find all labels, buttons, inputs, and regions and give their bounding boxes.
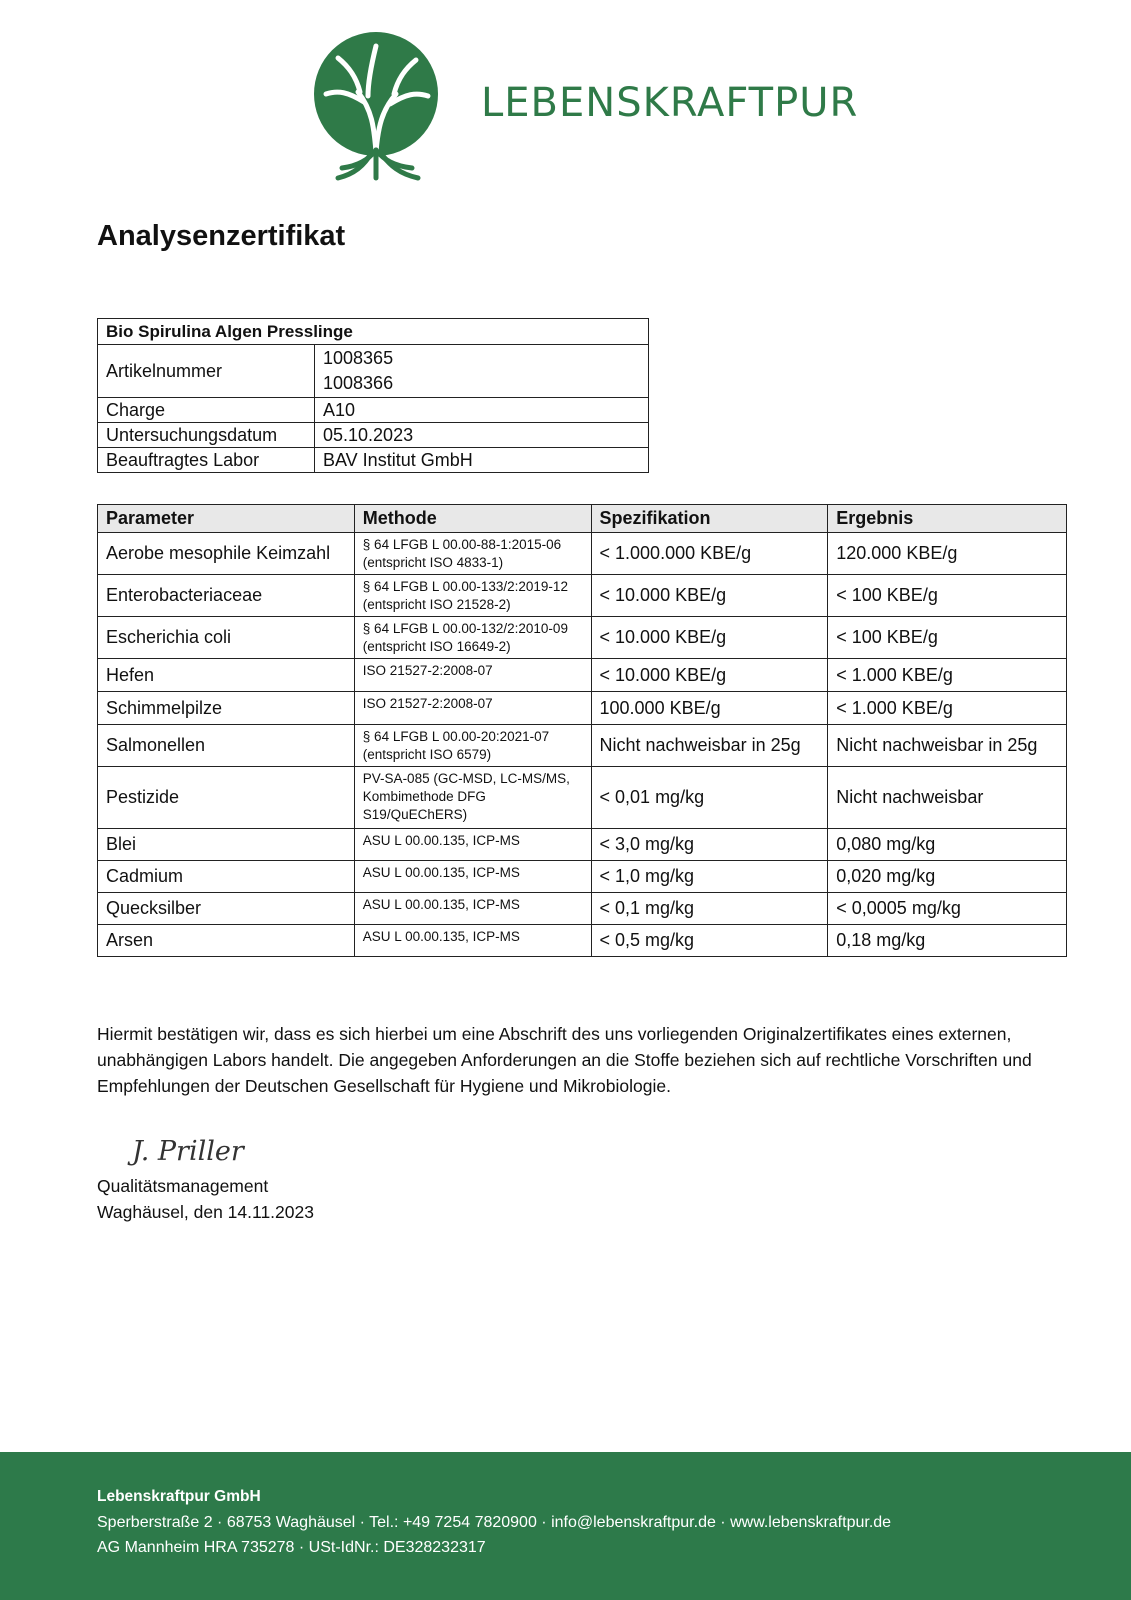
result-cell: < 0,0005 mg/kg <box>828 893 1067 925</box>
footer-address: Sperberstraße 2 · 68753 Waghäusel · Tel.: +49 7254 7820900 · info@lebenskraftpur.de · www.lebenskraftpur.de <box>97 1514 892 1531</box>
param-cell: Schimmelpilze <box>98 692 355 725</box>
place-and-date: Waghäusel, den 14.11.2023 <box>97 1202 314 1222</box>
spec-cell: < 3,0 mg/kg <box>591 829 828 861</box>
table-row <box>98 893 1067 925</box>
header-specification: Spezifikation <box>591 505 828 533</box>
spec-cell: < 0,01 mg/kg <box>591 767 828 829</box>
analysis-table <box>97 504 1067 957</box>
param-cell: Aerobe mesophile Keimzahl <box>98 533 355 575</box>
spec-cell: Nicht nachweisbar in 25g <box>591 725 828 767</box>
table-row <box>98 725 1067 767</box>
method-cell: § 64 LFGB L 00.00-133/2:2019-12 (entspricht ISO 21528-2) <box>354 575 591 617</box>
spec-cell: < 1.000.000 KBE/g <box>591 533 828 575</box>
spec-cell: < 1,0 mg/kg <box>591 861 828 893</box>
method-cell: ISO 21527-2:2008-07 <box>354 692 591 725</box>
param-cell: Salmonellen <box>98 725 355 767</box>
spec-cell: < 10.000 KBE/g <box>591 617 828 659</box>
result-cell: 0,080 mg/kg <box>828 829 1067 861</box>
param-cell: Blei <box>98 829 355 861</box>
param-cell: Quecksilber <box>98 893 355 925</box>
product-name: Bio Spirulina Algen Presslinge <box>98 319 649 345</box>
param-cell: Enterobacteriaceae <box>98 575 355 617</box>
table-row <box>98 659 1067 692</box>
tree-icon <box>298 32 458 182</box>
analysis-header-row <box>98 505 1067 533</box>
spec-cell: < 0,1 mg/kg <box>591 893 828 925</box>
analysis-rows <box>98 533 1067 957</box>
param-cell: Hefen <box>98 659 355 692</box>
header-parameter: Parameter <box>98 505 355 533</box>
article-number-label: Artikelnummer <box>98 345 315 398</box>
param-cell: Arsen <box>98 925 355 957</box>
spec-cell: < 0,5 mg/kg <box>591 925 828 957</box>
footer-company: Lebenskraftpur GmbH <box>97 1488 261 1505</box>
table-row <box>98 575 1067 617</box>
signature: J. Priller <box>132 1136 244 1167</box>
result-cell: Nicht nachweisbar <box>828 767 1067 829</box>
result-cell: 0,18 mg/kg <box>828 925 1067 957</box>
method-cell: § 64 LFGB L 00.00-132/2:2010-09 (entspricht ISO 16649-2) <box>354 617 591 659</box>
result-cell: 0,020 mg/kg <box>828 861 1067 893</box>
test-date-value: 05.10.2023 <box>315 423 649 448</box>
spec-cell: < 10.000 KBE/g <box>591 659 828 692</box>
lab-label: Beauftragtes Labor <box>98 448 315 473</box>
result-cell: < 100 KBE/g <box>828 617 1067 659</box>
article-number-values <box>315 345 649 398</box>
param-cell: Pestizide <box>98 767 355 829</box>
lab-value: BAV Institut GmbH <box>315 448 649 473</box>
table-row <box>98 767 1067 829</box>
brand-name: LEBENSKRAFTPUR <box>481 80 859 126</box>
article-number-1: 1008365 <box>323 348 394 368</box>
footer-register: AG Mannheim HRA 735278 · USt-IdNr.: DE328232317 <box>97 1539 486 1556</box>
method-cell: ASU L 00.00.135, ICP-MS <box>354 893 591 925</box>
result-cell: Nicht nachweisbar in 25g <box>828 725 1067 767</box>
table-row <box>98 617 1067 659</box>
method-cell: ASU L 00.00.135, ICP-MS <box>354 861 591 893</box>
result-cell: 120.000 KBE/g <box>828 533 1067 575</box>
batch-value: A10 <box>315 398 649 423</box>
batch-label: Charge <box>98 398 315 423</box>
table-row <box>98 829 1067 861</box>
company-logo <box>298 32 868 182</box>
result-cell: < 100 KBE/g <box>828 575 1067 617</box>
method-cell: ISO 21527-2:2008-07 <box>354 659 591 692</box>
confirmation-statement: Hiermit bestätigen wir, dass es sich hierbei um eine Abschrift des uns vorliegenden Originalzertifikates eines externen, unabhängigen Labors handelt. Die angegeben Anforderungen an die Stoffe beziehen sich auf rechtliche Vorschriften und Empfehlungen der Deutschen Gesellschaft für Hygiene und Mikrobiologie. <box>97 1024 1032 1096</box>
spec-cell: 100.000 KBE/g <box>591 692 828 725</box>
result-cell: < 1.000 KBE/g <box>828 692 1067 725</box>
signer-role: Qualitätsmanagement <box>97 1176 269 1196</box>
method-cell: § 64 LFGB L 00.00-20:2021-07 (entspricht ISO 6579) <box>354 725 591 767</box>
footer <box>0 1452 1131 1600</box>
method-cell: § 64 LFGB L 00.00-88-1:2015-06 (entspricht ISO 4833-1) <box>354 533 591 575</box>
param-cell: Cadmium <box>98 861 355 893</box>
method-cell: ASU L 00.00.135, ICP-MS <box>354 829 591 861</box>
param-cell: Escherichia coli <box>98 617 355 659</box>
product-info-table <box>97 318 649 473</box>
spec-cell: < 10.000 KBE/g <box>591 575 828 617</box>
table-row <box>98 861 1067 893</box>
table-row <box>98 692 1067 725</box>
article-number-2: 1008366 <box>323 373 394 393</box>
table-row <box>98 925 1067 957</box>
header-method: Methode <box>354 505 591 533</box>
header-result: Ergebnis <box>828 505 1067 533</box>
table-row <box>98 533 1067 575</box>
method-cell: ASU L 00.00.135, ICP-MS <box>354 925 591 957</box>
page-title: Analysenzertifikat <box>97 220 346 252</box>
result-cell: < 1.000 KBE/g <box>828 659 1067 692</box>
method-cell: PV-SA-085 (GC-MSD, LC-MS/MS, Kombimethode DFG S19/QuEChERS) <box>354 767 591 829</box>
test-date-label: Untersuchungsdatum <box>98 423 315 448</box>
